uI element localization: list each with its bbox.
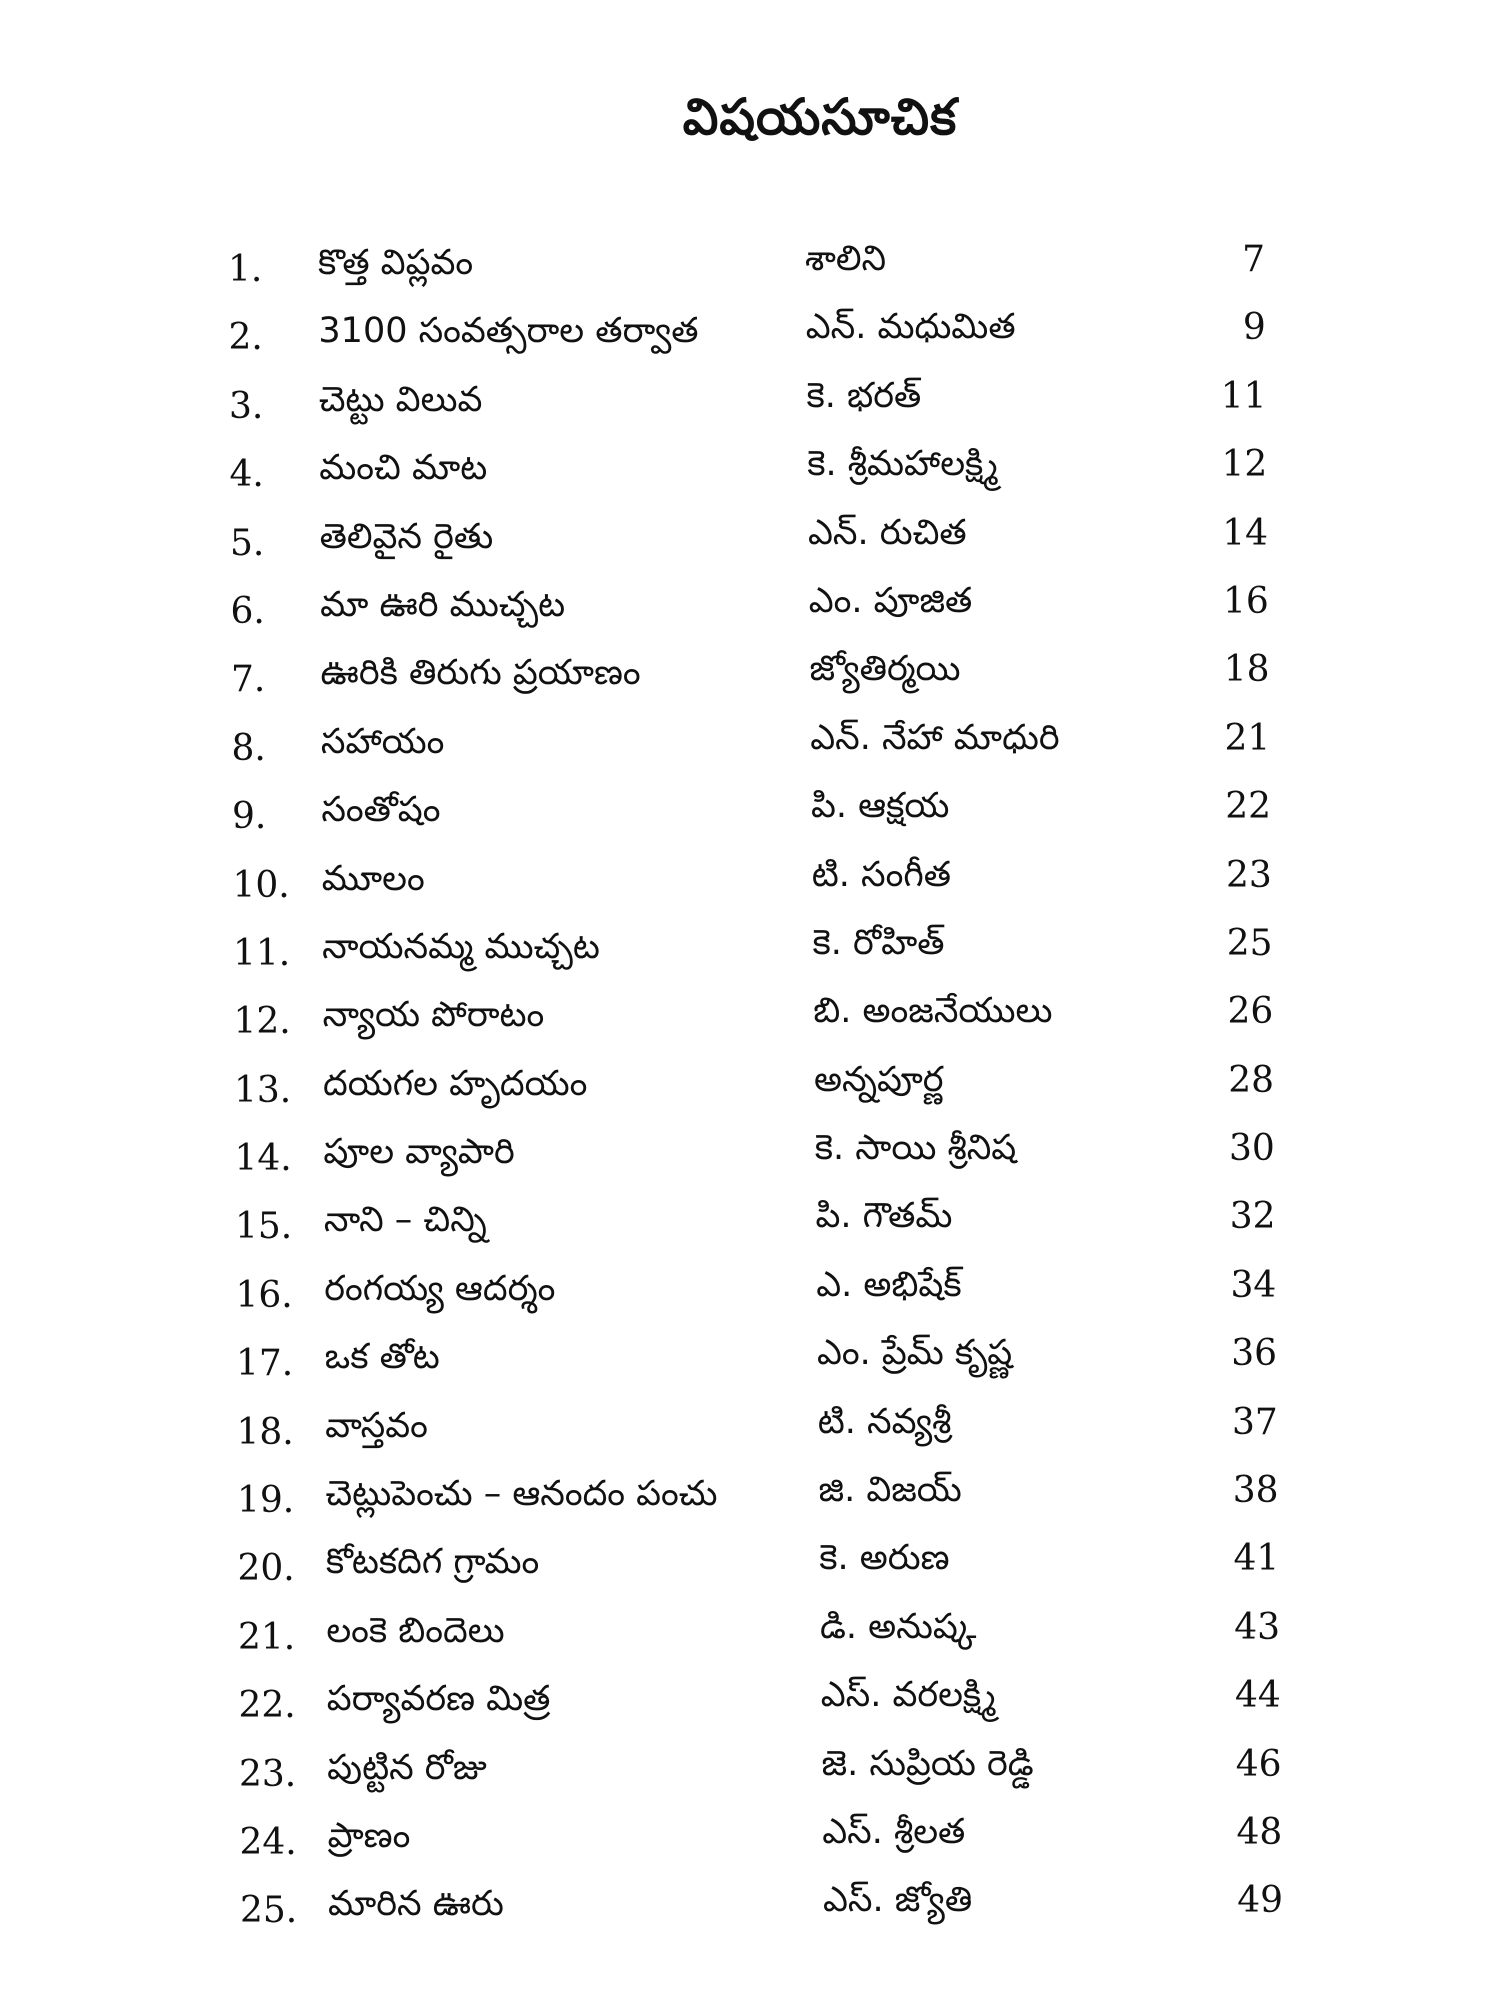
author-name: జె. సుప్రియ రెడ్డి: [821, 1743, 1034, 1784]
author-name: ఎన్. మధుమిత: [805, 307, 1016, 348]
page-number: 22: [1225, 786, 1271, 828]
page-number: 21: [1224, 717, 1271, 759]
toc-entry: [0, 984, 1500, 1052]
entry-number: 21.: [238, 1616, 296, 1658]
entry-number: 12.: [233, 1001, 291, 1043]
page-number: 32: [1229, 1196, 1276, 1238]
author-name: ఎస్. శ్రీలత: [822, 1811, 966, 1852]
entry-number: 14.: [234, 1138, 292, 1180]
page-number: 26: [1227, 991, 1274, 1033]
entry-number: 25.: [240, 1890, 298, 1932]
toc-entry: [0, 369, 1500, 437]
page-number: 44: [1234, 1675, 1281, 1717]
story-title: మంచి మాట: [319, 448, 488, 489]
story-title: నాని – చిన్ని: [323, 1200, 487, 1241]
entry-number: 7.: [231, 659, 266, 701]
story-title: సంతోషం: [321, 790, 441, 831]
story-title: ప్రాణం: [327, 1815, 411, 1856]
page-number: 41: [1233, 1538, 1280, 1580]
entry-number: 8.: [231, 727, 266, 769]
story-title: మారిన ఊరు: [328, 1884, 504, 1925]
story-title: వాస్తవం: [325, 1405, 428, 1446]
entry-number: 2.: [228, 317, 263, 359]
toc-entry: [0, 1873, 1500, 1941]
story-title: పుట్టిన రోజు: [327, 1747, 487, 1788]
page-number: 38: [1232, 1470, 1279, 1512]
toc-entry: [0, 1668, 1500, 1736]
story-title: కొత్త విప్లవం: [318, 243, 474, 283]
story-title: సహాయం: [320, 721, 445, 762]
author-name: కె. అరుణ: [819, 1538, 950, 1579]
page-number: 14: [1222, 512, 1268, 554]
author-name: బి. అంజనేయులు: [813, 991, 1053, 1032]
page-number: 37: [1231, 1401, 1278, 1443]
author-name: అన్నపూర్ణ: [814, 1059, 944, 1100]
entry-number: 13.: [234, 1069, 292, 1111]
toc-entry: [0, 1189, 1500, 1257]
page-number: 36: [1231, 1333, 1277, 1375]
page-number: 23: [1225, 854, 1272, 896]
entry-number: 6.: [230, 590, 265, 632]
entry-number: 24.: [239, 1821, 297, 1863]
author-name: పి. ఆక్షయ: [811, 786, 950, 827]
story-title: తెలివైన రైతు: [319, 516, 494, 557]
toc-entry: [0, 848, 1500, 916]
page-number: 9: [1242, 307, 1266, 349]
entry-number: 3.: [229, 385, 264, 427]
story-title: మా ఊరి ముచ్చట: [320, 584, 566, 625]
entry-number: 5.: [230, 522, 265, 564]
toc-entry: [0, 232, 1500, 300]
entry-number: 10.: [232, 864, 290, 906]
toc-entry: [0, 1805, 1500, 1873]
toc-entry: [0, 437, 1500, 505]
toc-entry: [0, 1531, 1500, 1599]
story-title: చెట్టు విలువ: [318, 379, 483, 420]
page-number: 18: [1223, 649, 1270, 691]
toc-entry: [0, 574, 1500, 642]
toc-entry: [0, 711, 1500, 779]
entry-number: 9.: [232, 796, 267, 838]
toc-entry: [0, 300, 1500, 368]
entry-number: 18.: [236, 1411, 294, 1453]
author-name: ఎ. అభిషేక్: [816, 1264, 962, 1305]
toc-entry: [0, 1053, 1500, 1121]
page-number: 25: [1226, 922, 1273, 964]
author-name: కె. భరత్: [806, 375, 922, 416]
author-name: ఎన్. రుచిత: [808, 512, 967, 553]
page-title: విషయసూచిక: [682, 88, 958, 146]
author-name: ఎం. పూజిత: [808, 580, 973, 621]
toc-entry: [0, 1326, 1500, 1394]
toc-entry: [0, 506, 1500, 574]
author-name: కె. రోహిత్: [812, 922, 945, 963]
entry-number: 4.: [229, 454, 264, 496]
entry-number: 15.: [235, 1206, 293, 1248]
story-title: నాయనమ్మ ముచ్చట: [322, 926, 600, 967]
toc-entry: [0, 1258, 1500, 1326]
toc-entry: [0, 779, 1500, 847]
page-number: 12: [1221, 444, 1268, 486]
toc-entry: [0, 1463, 1500, 1531]
author-name: కె. శ్రీమహాలక్ష్మి: [807, 444, 998, 485]
story-title: దయగల హృదయం: [323, 1063, 588, 1104]
toc-entry: [0, 916, 1500, 984]
story-title: మూలం: [321, 858, 425, 899]
story-title: చెట్లుపెంచు – ఆనందం పంచు: [325, 1474, 718, 1515]
page-number: 43: [1234, 1606, 1280, 1648]
author-name: జ్యోతిర్మయి: [809, 649, 961, 690]
author-name: టి. సంగీత: [811, 854, 951, 895]
entry-number: 23.: [239, 1753, 297, 1795]
toc-entry: [0, 1395, 1500, 1463]
entry-number: 20.: [237, 1548, 295, 1590]
story-title: ఊరికి తిరుగు ప్రయాణం: [320, 653, 641, 694]
author-name: పి. గౌతమ్: [815, 1196, 953, 1237]
story-title: పూల వ్యాపారి: [323, 1132, 515, 1173]
page-number: 28: [1228, 1059, 1274, 1101]
entry-number: 11.: [233, 932, 291, 974]
author-name: ఎస్. వరలక్ష్మి: [820, 1675, 996, 1716]
author-name: టి. నవ్యశ్రీ: [817, 1401, 952, 1442]
toc-entry: [0, 1121, 1500, 1189]
page-number: 49: [1237, 1880, 1283, 1922]
page-number: 48: [1236, 1811, 1283, 1853]
table-of-contents: [0, 232, 1500, 1942]
story-title: ఒక తోట: [324, 1337, 440, 1378]
story-title: కోటకదిగ గ్రామం: [325, 1542, 540, 1583]
toc-entry: [0, 642, 1500, 710]
entry-number: 16.: [235, 1274, 293, 1316]
story-title: 3100 సంవత్సరాల తర్వాత: [318, 311, 699, 352]
story-title: పర్యావరణ మిత్ర: [326, 1679, 551, 1720]
toc-entry: [0, 1737, 1500, 1805]
page-number: 30: [1228, 1128, 1275, 1170]
author-name: ఎం. ప్రేమ్ కృష్ణ: [817, 1333, 1013, 1374]
entry-number: 17.: [236, 1343, 294, 1385]
page-number: 46: [1235, 1743, 1282, 1785]
story-title: న్యాయ పోరాటం: [322, 995, 545, 1036]
page-number: 34: [1230, 1264, 1277, 1306]
author-name: ఎన్. నేహా మాధురి: [810, 717, 1060, 758]
entry-number: 22.: [238, 1685, 296, 1727]
author-name: డి. అనుష్క: [820, 1606, 977, 1647]
author-name: జి. విజయ్: [818, 1470, 962, 1511]
toc-entry: [0, 1600, 1500, 1668]
story-title: రంగయ్య ఆదర్శం: [324, 1268, 556, 1309]
author-name: శాలిని: [805, 239, 887, 279]
author-name: ఎస్. జ్యోతి: [823, 1880, 973, 1921]
author-name: కె. సాయి శ్రీనిష: [814, 1128, 1017, 1169]
story-title: లంకె బిందెలు: [326, 1610, 505, 1651]
page-number: 11: [1220, 375, 1267, 417]
entry-number: 19.: [237, 1480, 295, 1522]
page-number: 16: [1222, 580, 1269, 622]
entry-number: 1.: [228, 249, 263, 290]
page-number: 7: [1242, 239, 1265, 280]
